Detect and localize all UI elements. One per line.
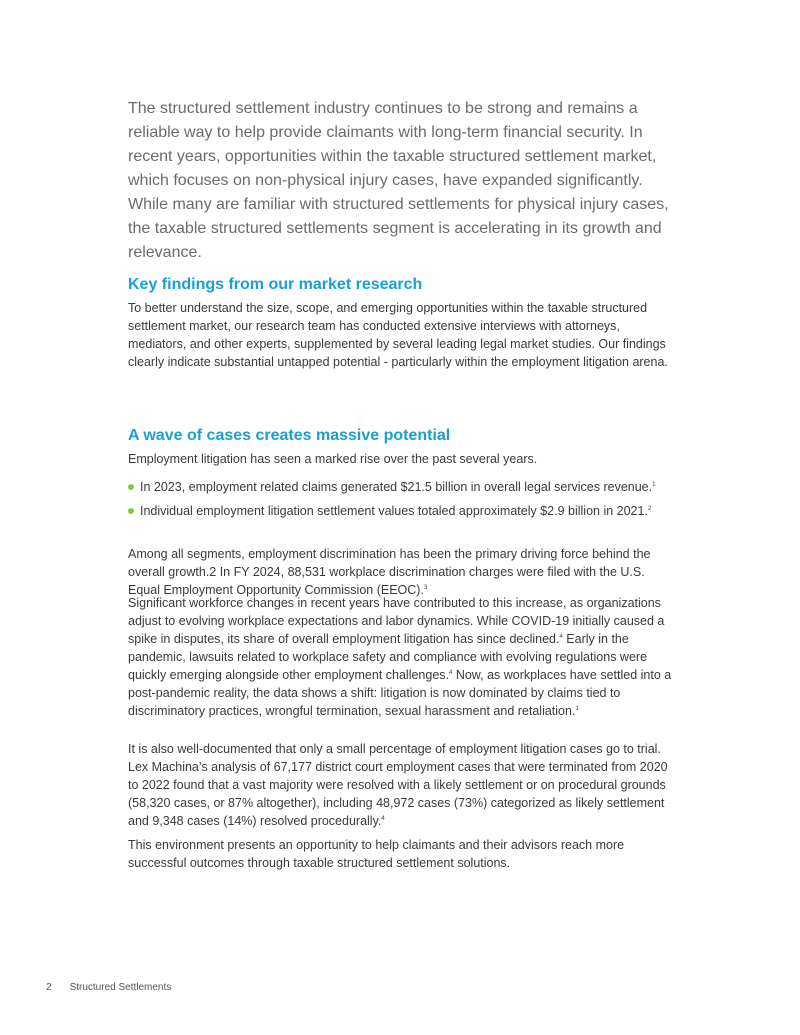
paragraph-text: Now, as workplaces have settled into a post-pandemic reality, the data shows a shift: litigation is now dominated by claims tied to discriminatory practices, wrongful termination, sexual harassment and retaliation. — [128, 668, 672, 718]
workforce-paragraph — [128, 594, 673, 720]
footer-title: Structured Settlements — [69, 982, 172, 993]
trial-statistics-paragraph — [128, 740, 673, 830]
footnote-ref: 3 — [423, 584, 428, 591]
list-item — [128, 478, 688, 496]
bullet-text: In 2023, employment related claims generated $21.5 billion in overall legal services revenue. — [140, 480, 653, 494]
key-findings-paragraph: To better understand the size, scope, and emerging opportunities within the taxable structured settlement market, our research team has conducted extensive interviews with attorneys, mediators, and other experts, supplemented by several leading legal market studies. Our findings clearly indicate substantial untapped potential - particularly within the employment litigation arena. — [128, 301, 668, 369]
bullet-dot-icon — [128, 484, 134, 490]
paragraph-text: Among all segments, employment discrimination has been the primary driving force behind the overall growth.2 In FY 2024, 88,531 workplace discrimination charges were filed with the U.S. Equal Employment Opportunity Commission (EEOC). — [128, 547, 651, 597]
page-footer — [46, 982, 171, 993]
footnote-ref: 4 — [449, 669, 453, 676]
discrimination-paragraph — [128, 545, 673, 599]
footnote-ref: 4 — [559, 633, 563, 640]
list-item — [128, 502, 688, 520]
footnote-ref: 1 — [652, 481, 656, 488]
paragraph-text: Early in the pandemic, lawsuits related to workplace safety and compliance with evolving regulations were quickly emerging alongside other employment challenges. — [128, 632, 648, 682]
paragraph-text: It is also well-documented that only a small percentage of employment litigation cases go to trial. Lex Machina’s analysis of 67,177 district court employment cases that were terminated from 2020 to 2022 found that a vast majority were resolved with a likely settlement or on procedural grounds (58,320 cases, or 87% altogether), including 48,972 cases (73%) categorized as likely settlement and 9,348 cases (14%) resolved procedurally. — [128, 742, 668, 828]
footnote-ref: 1 — [575, 705, 579, 712]
section-heading-wave-of-cases: A wave of cases creates massive potential — [128, 427, 451, 444]
page-number: 2 — [46, 982, 52, 993]
wave-intro-paragraph: Employment litigation has seen a marked rise over the past several years. — [128, 452, 538, 466]
bullet-text: Individual employment litigation settlement values totaled approximately $2.9 billion in 2021. — [140, 504, 648, 518]
paragraph-text: Significant workforce changes in recent years have contributed to this increase, as organizations adjust to evolving workplace expectations and labor dynamics. While COVID-19 initially caused a spike in disputes, its share of overall employment litigation has since declined. — [128, 596, 665, 646]
bullet-dot-icon — [128, 508, 134, 514]
environment-paragraph: This environment presents an opportunity to help claimants and their advisors reach more successful outcomes through taxable structured settlement solutions. — [128, 838, 625, 870]
footnote-ref: 4 — [381, 815, 385, 822]
intro-paragraph: The structured settlement industry continues to be strong and remains a reliable way to help provide claimants with long-term financial security. In recent years, opportunities within the taxable structured settlement market, which focuses on non-physical injury cases, have expanded significantly. While many are familiar with structured settlements for physical injury cases, the taxable structured settlements segment is accelerating in its growth and relevance. — [128, 100, 669, 261]
footnote-ref: 2 — [647, 505, 652, 512]
statistics-bullet-list — [128, 478, 688, 526]
section-heading-key-findings: Key findings from our market research — [128, 276, 423, 293]
